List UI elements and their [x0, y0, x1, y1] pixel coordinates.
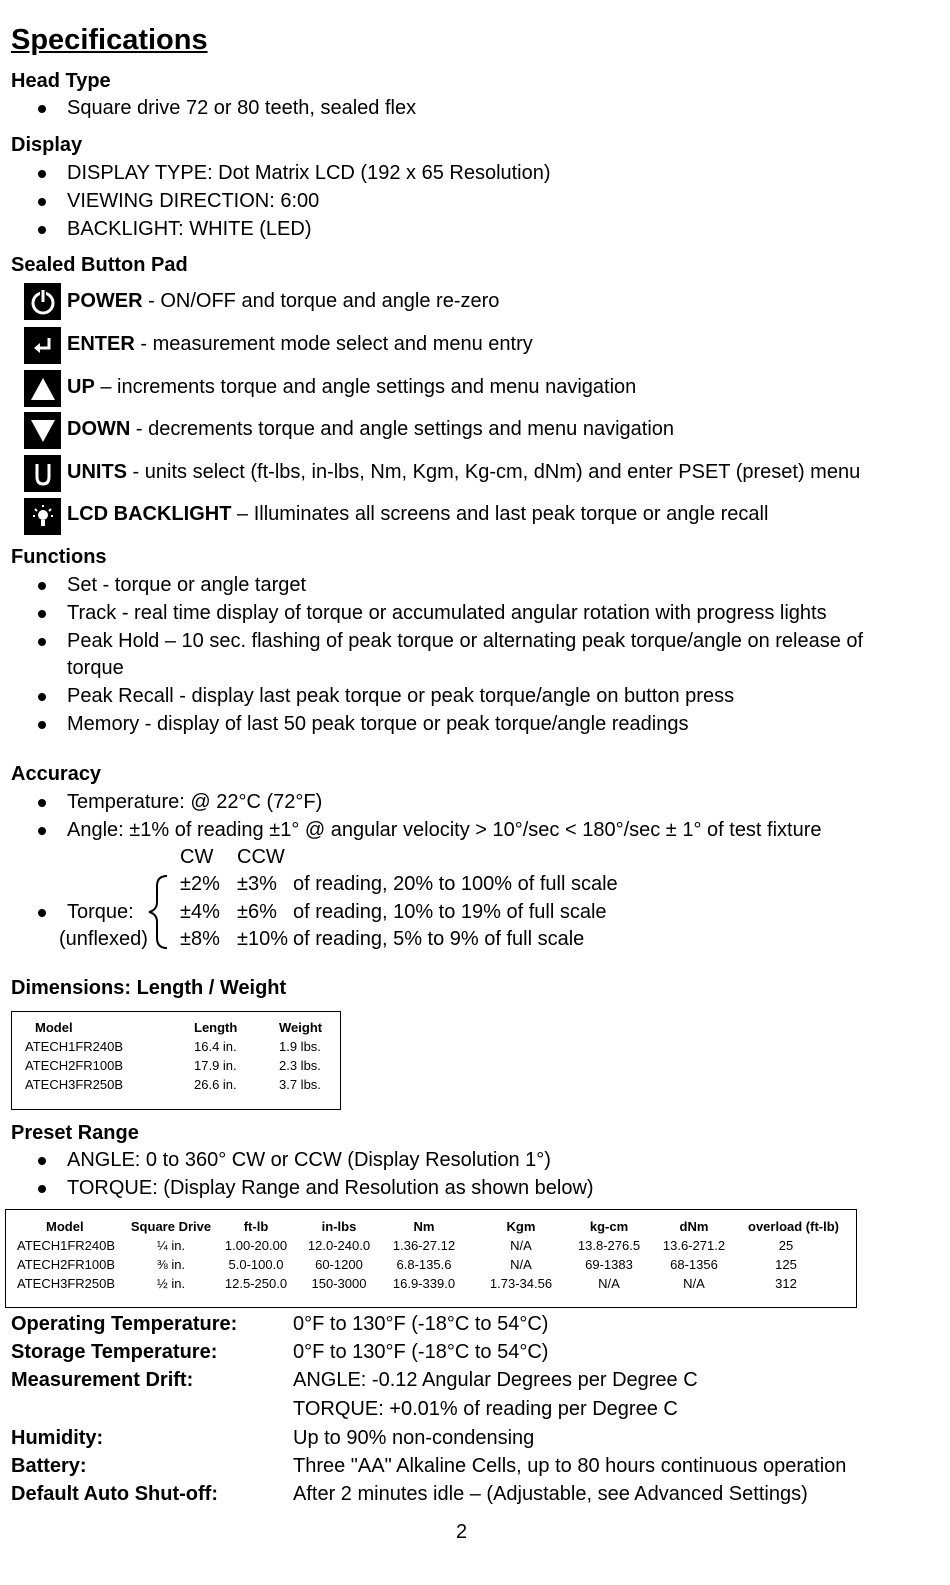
- table-cell: ATECH2FR100B: [25, 1058, 124, 1073]
- torque-range-desc: of reading, 20% to 100% of full scale: [293, 873, 618, 895]
- spec-label: Measurement Drift:: [11, 1369, 194, 1391]
- list-item: Peak Hold – 10 sec. flashing of peak torque or alternating peak torque/angle on release of: [67, 630, 864, 652]
- bullet: [38, 799, 46, 807]
- bullet: [38, 721, 46, 729]
- section-heading-preset-range: Preset Range: [11, 1122, 139, 1144]
- button-description-units: UNITS - units select (ft-lbs, in-lbs, Nm, Kgm, Kg-cm, dNm) and enter PSET (preset) menu: [67, 461, 861, 483]
- enter-icon: [24, 327, 61, 364]
- list-item: Memory - display of last 50 peak torque or peak torque/angle readings: [67, 713, 689, 735]
- bullet: [38, 610, 46, 618]
- page-title: Specifications: [11, 24, 208, 56]
- torque-ccw-value: ±3%: [237, 873, 277, 895]
- list-item: ANGLE: 0 to 360° CW or CCW (Display Resolution 1°): [67, 1149, 551, 1171]
- table-cell: 1.73-34.56: [489, 1276, 553, 1291]
- table-header: Kgm: [506, 1219, 536, 1234]
- table-header: ft-lb: [243, 1219, 269, 1234]
- list-item: Peak Recall - display last peak torque or peak torque/angle on button press: [67, 685, 735, 707]
- table-cell: 5.0-100.0: [228, 1257, 284, 1272]
- bullet: [38, 105, 46, 113]
- list-item: DISPLAY TYPE: Dot Matrix LCD (192 x 65 Resolution): [67, 162, 551, 184]
- list-item: TORQUE: (Display Range and Resolution as shown below): [67, 1177, 594, 1199]
- table-cell: 12.0-240.0: [307, 1238, 371, 1253]
- button-description-power: POWER - ON/OFF and torque and angle re-zero: [67, 290, 500, 312]
- table-cell: 125: [775, 1257, 797, 1272]
- spec-value: Up to 90% non-condensing: [293, 1427, 535, 1449]
- table-cell: 26.6 in.: [194, 1077, 237, 1092]
- bullet: [38, 638, 46, 646]
- table-cell: 69-1383: [585, 1257, 633, 1272]
- table-header: Model: [46, 1219, 84, 1234]
- button-description-enter: ENTER - measurement mode select and menu entry: [67, 333, 533, 355]
- accuracy-temperature: Temperature: @ 22°C (72°F): [67, 791, 323, 813]
- torque-cw-value: ±4%: [180, 901, 220, 923]
- units-icon: [24, 455, 61, 492]
- torque-range-desc: of reading, 5% to 9% of full scale: [293, 928, 585, 950]
- list-item: VIEWING DIRECTION: 6:00: [67, 190, 320, 212]
- preset-range-table: [5, 1209, 857, 1308]
- table-cell: 6.8-135.6: [396, 1257, 452, 1272]
- power-icon: [24, 283, 61, 320]
- spec-value: After 2 minutes idle – (Adjustable, see Advanced Settings): [293, 1483, 808, 1505]
- bullet: [38, 827, 46, 835]
- bullet: [38, 226, 46, 234]
- section-heading-functions: Functions: [11, 546, 107, 568]
- torque-cw-value: ±2%: [180, 873, 220, 895]
- bullet: [38, 170, 46, 178]
- spec-label: Operating Temperature:: [11, 1313, 238, 1335]
- bullet: [38, 1185, 46, 1193]
- table-cell: 1.9 lbs.: [279, 1039, 321, 1054]
- section-heading-accuracy: Accuracy: [11, 763, 102, 785]
- table-cell: ⅜ in.: [156, 1257, 186, 1272]
- table-cell: ¼ in.: [156, 1238, 186, 1253]
- list-item-continuation: torque: [67, 657, 124, 679]
- bullet: [38, 693, 46, 701]
- table-cell: 13.8-276.5: [577, 1238, 641, 1253]
- torque-cw-value: ±8%: [180, 928, 220, 950]
- button-description-down: DOWN - decrements torque and angle settings and menu navigation: [67, 418, 675, 440]
- spec-value: ANGLE: -0.12 Angular Degrees per Degree C: [293, 1369, 698, 1391]
- brace-icon: [145, 870, 173, 950]
- table-header: Square Drive: [130, 1219, 212, 1234]
- table-cell: 16.9-339.0: [392, 1276, 456, 1291]
- list-item: Square drive 72 or 80 teeth, sealed flex: [67, 97, 417, 119]
- table-header: dNm: [679, 1219, 709, 1234]
- table-cell: ATECH1FR240B: [25, 1039, 124, 1054]
- table-header: Model: [35, 1020, 73, 1035]
- torque-label: Torque:: [67, 901, 134, 923]
- table-header: kg-cm: [589, 1219, 629, 1234]
- dimensions-table: [11, 1011, 341, 1110]
- spec-label: Humidity:: [11, 1427, 104, 1449]
- torque-ccw-value: ±6%: [237, 901, 277, 923]
- spec-value: TORQUE: +0.01% of reading per Degree C: [293, 1398, 678, 1420]
- page-number: 2: [456, 1521, 468, 1543]
- accuracy-angle: Angle: ±1% of reading ±1° @ angular velocity > 10°/sec < 180°/sec ± 1° of test fixture: [67, 819, 822, 841]
- table-header: Length: [194, 1020, 238, 1035]
- table-cell: ATECH3FR250B: [17, 1276, 116, 1291]
- table-cell: N/A: [598, 1276, 620, 1291]
- table-cell: 25: [778, 1238, 794, 1253]
- table-cell: ATECH3FR250B: [25, 1077, 124, 1092]
- table-cell: N/A: [510, 1257, 532, 1272]
- section-heading-button-pad: Sealed Button Pad: [11, 254, 188, 276]
- down-icon: [24, 412, 61, 449]
- up-icon: [24, 370, 61, 407]
- table-cell: ATECH1FR240B: [17, 1238, 116, 1253]
- table-cell: 3.7 lbs.: [279, 1077, 321, 1092]
- spec-label: Default Auto Shut-off:: [11, 1483, 218, 1505]
- spec-value: Three "AA" Alkaline Cells, up to 80 hours continuous operation: [293, 1455, 847, 1477]
- table-cell: 1.36-27.12: [392, 1238, 456, 1253]
- bullet: [38, 582, 46, 590]
- cw-column-label: CW: [180, 846, 214, 868]
- bullet: [38, 909, 46, 917]
- table-cell: 17.9 in.: [194, 1058, 237, 1073]
- table-cell: 12.5-250.0: [224, 1276, 288, 1291]
- table-header: Weight: [279, 1020, 323, 1035]
- spec-value: 0°F to 130°F (-18°C to 54°C): [293, 1341, 549, 1363]
- list-item: Track - real time display of torque or accumulated angular rotation with progress lights: [67, 602, 827, 624]
- table-cell: 13.6-271.2: [662, 1238, 726, 1253]
- table-cell: N/A: [683, 1276, 705, 1291]
- table-header: Nm: [413, 1219, 435, 1234]
- table-cell: 150-3000: [311, 1276, 367, 1291]
- table-cell: 16.4 in.: [194, 1039, 237, 1054]
- button-description-backlight: LCD BACKLIGHT – Illuminates all screens and last peak torque or angle recall: [67, 503, 769, 525]
- section-heading-head-type: Head Type: [11, 70, 111, 92]
- section-heading-dimensions: Dimensions: Length / Weight: [11, 977, 287, 999]
- unflexed-label: (unflexed): [59, 928, 148, 950]
- ccw-column-label: CCW: [237, 846, 285, 868]
- table-cell: 1.00-20.00: [224, 1238, 288, 1253]
- section-heading-display: Display: [11, 134, 83, 156]
- table-cell: 68-1356: [670, 1257, 718, 1272]
- spec-value: 0°F to 130°F (-18°C to 54°C): [293, 1313, 549, 1335]
- table-cell: 312: [775, 1276, 797, 1291]
- torque-ccw-value: ±10%: [237, 928, 289, 950]
- table-cell: ATECH2FR100B: [17, 1257, 116, 1272]
- backlight-icon: [24, 498, 61, 535]
- list-item: Set - torque or angle target: [67, 574, 307, 596]
- torque-range-desc: of reading, 10% to 19% of full scale: [293, 901, 607, 923]
- spec-label: Storage Temperature:: [11, 1341, 218, 1363]
- table-cell: 60-1200: [315, 1257, 363, 1272]
- table-cell: 2.3 lbs.: [279, 1058, 321, 1073]
- bullet: [38, 198, 46, 206]
- bullet: [38, 1157, 46, 1165]
- list-item: BACKLIGHT: WHITE (LED): [67, 218, 312, 240]
- table-cell: N/A: [510, 1238, 532, 1253]
- spec-label: Battery:: [11, 1455, 87, 1477]
- table-header: overload (ft-lb): [748, 1219, 839, 1234]
- table-cell: ½ in.: [156, 1276, 186, 1291]
- button-description-up: UP – increments torque and angle settings and menu navigation: [67, 376, 637, 398]
- table-header: in-lbs: [321, 1219, 357, 1234]
